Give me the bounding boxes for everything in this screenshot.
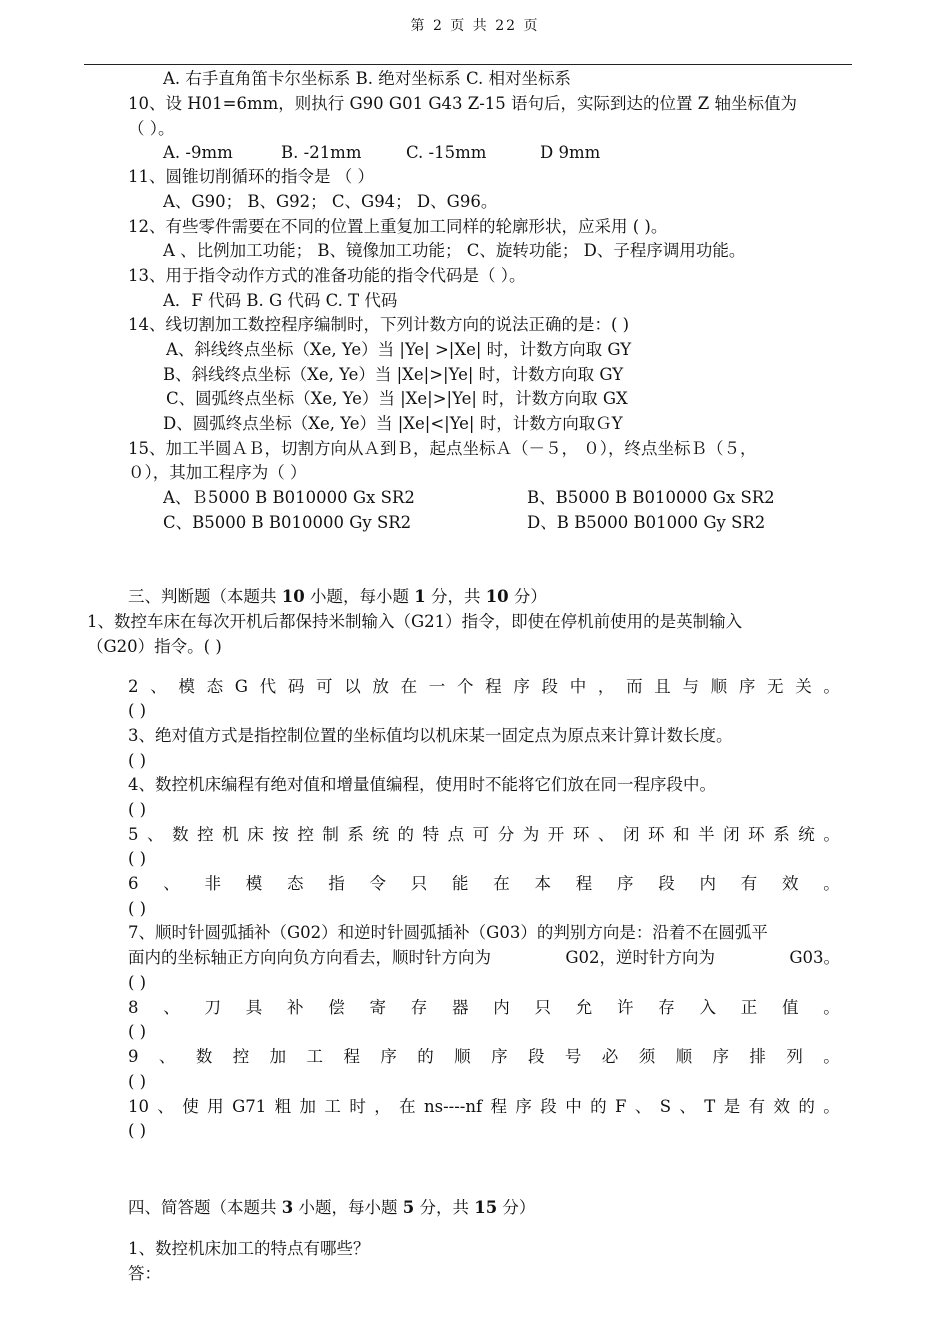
token: 、 [634,1097,652,1116]
token: 入 [699,998,716,1017]
token: 补 [287,998,304,1017]
token: 顺 [454,1047,471,1066]
token: 环 [572,825,590,844]
token: 段 [658,874,675,893]
token: 系 [347,825,364,844]
token: 环 [748,825,765,844]
token: 态 [206,677,224,696]
tf-q7-line2 [128,947,840,969]
tf-q2-blank: ( ) [128,701,147,720]
token: 面内的坐标轴正方向向负方向看去，顺时针方向为 [128,948,491,967]
q15-stem-line1: 15、加工半圆ＡＢ，切割方向从Ａ到Ｂ，起点坐标Ａ（－５， ０），终点坐标Ｂ（５， [128,439,757,458]
q14-option-a: A、斜线终点坐标（Xe, Ye）当 |Ye| >|Xe| 时，计数方向取 GY [166,340,632,359]
q12-options: A 、比例加工功能； B、镜像加工功能； C、旋转功能； D、子程序调用功能。 [163,241,746,260]
token: 以 [344,677,361,696]
token: 可 [316,677,333,696]
token: 中 [565,1097,582,1116]
token: 控 [197,825,214,844]
token: 段 [527,1047,545,1066]
token: 加 [269,1047,287,1066]
token: 、 [150,677,167,696]
token: 存 [658,998,675,1017]
token: 。 [823,998,840,1017]
q14-stem: 14、线切割加工数控程序编制时，下列计数方向的说法正确的是：( ) [128,315,630,334]
token: 有 [740,874,758,893]
tf-q10-blank: ( ) [128,1121,147,1140]
token: 统 [798,825,815,844]
token: 偿 [328,998,345,1017]
token: 效 [782,874,799,893]
token: 须 [638,1047,656,1066]
token: 序 [380,1047,397,1066]
tf-q9-line [128,1046,840,1068]
token: 正 [740,998,758,1017]
token: 有 [748,1097,766,1116]
token: 中 [569,677,587,696]
token: 、 [163,874,180,893]
token: G03。 [789,948,840,967]
token: 序 [513,677,530,696]
token: 能 [452,874,469,893]
tf-q6-blank: ( ) [128,899,147,918]
tf-q9-blank: ( ) [128,1072,147,1091]
token: 程 [485,677,502,696]
sa-answer-label: 答： [128,1264,161,1283]
token: 刀 [204,998,221,1017]
token: 具 [245,998,263,1017]
token: 5 [128,825,139,844]
token: 许 [617,998,634,1017]
q10-blank: （ ）。 [128,119,175,138]
token: 。 [823,677,840,696]
tf-q5-line [128,824,840,846]
token: 且 [654,677,671,696]
token: 特 [422,825,440,844]
tf-q3-line: 3、绝对值方式是指控制位置的坐标值均以机床某一固定点为原点来计算计数长度。 [128,726,733,745]
tf-q4-line: 4、数控机床编程有绝对值和增量值编程，使用时不能将它们放在同一程序段中。 [128,775,716,794]
token: 内 [493,998,510,1017]
token: 放 [372,677,389,696]
token: 段 [541,677,558,696]
token: 。 [823,1047,840,1066]
q13-options: A．F 代码 B. G 代码 C. T 代码 [163,291,398,310]
token: 令 [369,874,386,893]
header-rule [84,64,852,65]
token: 效 [773,1097,790,1116]
token: 控 [232,1047,250,1066]
token: 。 [823,825,840,844]
token: 数 [195,1047,213,1066]
token: 机 [222,825,239,844]
tf-q3-blank: ( ) [128,751,147,770]
sa-q1: 1、数控机床加工的特点有哪些？ [128,1239,370,1258]
token: S [659,1097,672,1116]
tf-q7-blank: ( ) [128,973,147,992]
section4-title: 四、简答题（本题共 3 小题，每小题 5 分，共 15 分） [128,1198,536,1217]
token: 顺 [675,1047,693,1066]
tf-q2-line [128,676,840,698]
q14-option-d: D、圆弧终点坐标（Xe, Ye）当 |Xe|<|Ye| 时，计数方向取ＧY [163,414,623,433]
token: 非 [204,874,221,893]
q10-option-a: A. -9mm [163,143,233,162]
token: G02，逆时针方向为 [565,948,715,967]
token: 闭 [723,825,740,844]
token: 指 [328,874,345,893]
q15-stem-line2: ０），其加工程序为（ ） [128,463,307,482]
token: F [614,1097,627,1116]
token: 在 [493,874,510,893]
token: 、 [157,1097,174,1116]
token: 序 [738,677,756,696]
token: 加 [299,1097,317,1116]
token: 开 [547,825,565,844]
token: 必 [601,1047,619,1066]
token: 点 [447,825,465,844]
token: 序 [491,1047,508,1066]
token: 内 [699,874,716,893]
token: 制 [322,825,339,844]
token: 值 [782,998,799,1017]
token: 按 [272,825,289,844]
q10-option-c: C. -15mm [406,143,487,162]
token: 工 [306,1047,324,1066]
token: 顺 [710,677,728,696]
q15-option-a: A、Ｂ5000 B B010000 Gx SR2 [163,488,415,507]
token: 的 [397,825,415,844]
token: 工 [324,1097,341,1116]
tf-q1-line1: 1、数控车床在每次开机后都保持米制输入（G21）指令，即使在停机前使用的是英制输入 [87,612,743,631]
section3-title: 三、判断题（本题共 10 小题，每小题 1 分，共 10 分） [128,587,547,606]
token: 使 [182,1097,199,1116]
q13-stem: 13、用于指令动作方式的准备功能的指令代码是（ ）。 [128,266,526,285]
token: 态 [287,874,304,893]
q11-stem: 11、圆锥切削循环的指令是 （ ） [128,167,374,186]
token: G [234,677,248,696]
token: 2 [128,677,139,696]
q10-option-d: D 9mm [540,143,601,162]
token: 。 [823,1097,840,1116]
token: ns----nf [423,1097,483,1116]
token: 寄 [369,998,386,1017]
token: 码 [287,677,305,696]
token: 环 [647,825,665,844]
q15-option-b: B、B5000 B B010000 Gx SR2 [527,488,775,507]
token: 而 [626,677,643,696]
token: 序 [712,1047,729,1066]
tf-q5-blank: ( ) [128,849,147,868]
token: 序 [617,874,634,893]
token: 半 [698,825,715,844]
token: 的 [798,1097,815,1116]
token: 程 [575,874,593,893]
q15-option-c: C、B5000 B B010000 Gy SR2 [163,513,412,532]
token: 用 [207,1097,224,1116]
token: 分 [497,825,515,844]
token: 序 [515,1097,532,1116]
token: 代 [259,677,277,696]
q14-option-b: B、斜线终点坐标（Xe, Ye）当 |Xe|>|Ye| 时，计数方向取 GY [163,365,624,384]
token: 统 [372,825,389,844]
token: 控 [297,825,314,844]
token: 允 [575,998,593,1017]
token: 是 [723,1097,741,1116]
q9-options: A. 右手直角笛卡尔坐标系 B. 绝对坐标系 C. 相对坐标系 [163,69,572,88]
token: 闭 [622,825,640,844]
token: 在 [399,1097,416,1116]
token: 10 [128,1097,149,1116]
token: ， [374,1097,391,1116]
token: ， [597,677,615,696]
token: 、 [163,998,180,1017]
token: 8 [128,998,139,1017]
page-header: 第 2 页 共 22 页 [410,18,540,34]
tf-q1-line2: （G20）指令。( ) [87,637,222,656]
q11-options: A、G90； B、G92； C、G94； D、G96。 [163,192,498,211]
token: 时 [349,1097,366,1116]
token: 关 [795,677,812,696]
tf-q6-line [128,873,840,895]
token: 、 [597,825,615,844]
token: 程 [490,1097,508,1116]
token: 存 [410,998,428,1017]
tf-q4-blank: ( ) [128,800,147,819]
token: 在 [400,677,418,696]
token: 、 [147,825,164,844]
token: 床 [247,825,264,844]
token: 排 [749,1047,766,1066]
token: 系 [773,825,790,844]
token: 号 [564,1047,582,1066]
token: 只 [410,874,428,893]
token: 。 [823,874,840,893]
token: 模 [178,677,195,696]
token: 本 [534,874,551,893]
tf-q8-blank: ( ) [128,1022,147,1041]
token: 器 [452,998,469,1017]
token: T [704,1097,716,1116]
token: 列 [786,1047,803,1066]
token: 只 [534,998,551,1017]
token: 无 [767,677,784,696]
token: 、 [679,1097,696,1116]
token: 模 [245,874,263,893]
token: 粗 [274,1097,292,1116]
token: 6 [128,874,139,893]
token: 与 [682,677,699,696]
token: 个 [456,677,474,696]
token: 数 [172,825,189,844]
token: 为 [522,825,540,844]
token: 可 [472,825,490,844]
token: 的 [417,1047,434,1066]
token: G71 [232,1097,267,1116]
token: 9 [128,1047,139,1066]
q10-stem: 10、设 H01=6mm，则执行 G90 G01 G43 Z-15 语句后，实际到达的位置 Z 轴坐标值为 [128,94,797,113]
q15-option-d: D、B B5000 B01000 Gy SR2 [527,513,766,532]
tf-q10-line [128,1096,840,1118]
q14-option-c: C、圆弧终点坐标（Xe, Ye）当 |Xe|>|Ye| 时，计数方向取 GX [166,389,628,408]
tf-q7-line1: 7、顺时针圆弧插补（G02）和逆时针圆弧插补（G03）的判别方向是：沿着不在圆弧平 [128,923,768,942]
q12-stem: 12、有些零件需要在不同的位置上重复加工同样的轮廓形状，应采用 ( )。 [128,217,668,236]
tf-q8-line [128,997,840,1019]
token: 和 [673,825,690,844]
token: 程 [343,1047,360,1066]
token: 段 [540,1097,557,1116]
token: 、 [158,1047,176,1066]
token: 一 [428,677,446,696]
q10-option-b: B. -21mm [281,143,362,162]
token: 的 [590,1097,607,1116]
